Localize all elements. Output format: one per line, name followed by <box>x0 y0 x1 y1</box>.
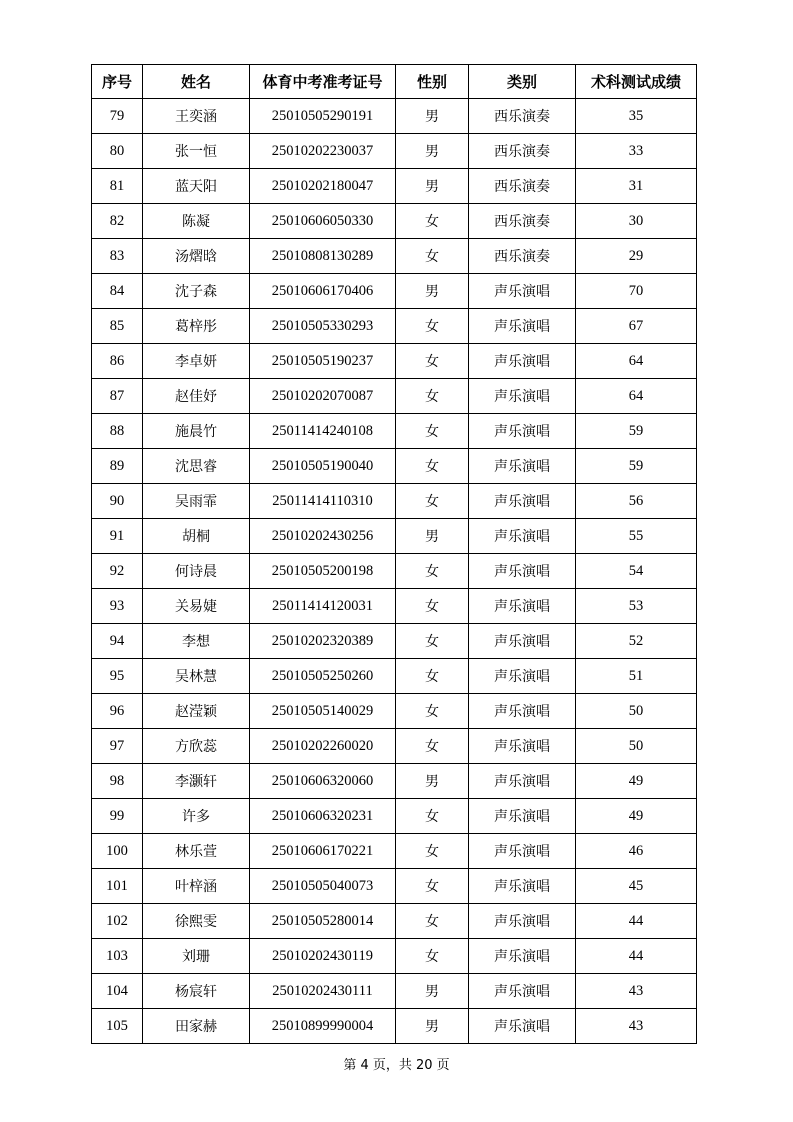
cell-gender: 女 <box>396 904 469 939</box>
table-row <box>92 659 697 694</box>
table-row <box>92 799 697 834</box>
cell-name: 许多 <box>143 799 250 834</box>
cell-gender: 女 <box>396 239 469 274</box>
cell-category: 西乐演奏 <box>469 204 576 239</box>
cell-seq: 100 <box>92 834 143 869</box>
cell-score: 64 <box>576 379 697 414</box>
table-row <box>92 1009 697 1044</box>
cell-seq: 79 <box>92 99 143 134</box>
cell-name: 关易婕 <box>143 589 250 624</box>
cell-gender: 女 <box>396 834 469 869</box>
cell-score: 54 <box>576 554 697 589</box>
cell-score: 44 <box>576 904 697 939</box>
cell-exam-id: 25010505190237 <box>250 344 396 379</box>
cell-category: 声乐演唱 <box>469 799 576 834</box>
cell-name: 李灏轩 <box>143 764 250 799</box>
cell-category: 声乐演唱 <box>469 414 576 449</box>
cell-seq: 90 <box>92 484 143 519</box>
cell-seq: 97 <box>92 729 143 764</box>
table-row <box>92 939 697 974</box>
page-footer: 第 4 页，共 20 页 <box>343 1058 450 1073</box>
cell-score: 31 <box>576 169 697 204</box>
table-row <box>92 554 697 589</box>
cell-exam-id: 25010505250260 <box>250 659 396 694</box>
cell-category: 声乐演唱 <box>469 659 576 694</box>
cell-exam-id: 25010202260020 <box>250 729 396 764</box>
cell-score: 55 <box>576 519 697 554</box>
cell-name: 陈凝 <box>143 204 250 239</box>
cell-exam-id: 25010202430256 <box>250 519 396 554</box>
cell-gender: 女 <box>396 344 469 379</box>
cell-seq: 85 <box>92 309 143 344</box>
header-gender: 性别 <box>396 65 469 99</box>
cell-gender: 男 <box>396 974 469 1009</box>
table-row <box>92 239 697 274</box>
cell-score: 50 <box>576 729 697 764</box>
cell-category: 声乐演唱 <box>469 379 576 414</box>
cell-gender: 男 <box>396 169 469 204</box>
cell-exam-id: 25010899990004 <box>250 1009 396 1044</box>
cell-seq: 105 <box>92 1009 143 1044</box>
cell-exam-id: 25010606170406 <box>250 274 396 309</box>
cell-score: 49 <box>576 764 697 799</box>
cell-name: 方欣蕊 <box>143 729 250 764</box>
cell-seq: 81 <box>92 169 143 204</box>
cell-name: 林乐萱 <box>143 834 250 869</box>
cell-seq: 99 <box>92 799 143 834</box>
cell-gender: 男 <box>396 134 469 169</box>
cell-gender: 女 <box>396 939 469 974</box>
cell-name: 赵滢颖 <box>143 694 250 729</box>
cell-score: 29 <box>576 239 697 274</box>
cell-exam-id: 25010202430119 <box>250 939 396 974</box>
cell-seq: 92 <box>92 554 143 589</box>
header-category: 类别 <box>469 65 576 99</box>
cell-name: 田家赫 <box>143 1009 250 1044</box>
cell-score: 51 <box>576 659 697 694</box>
cell-score: 49 <box>576 799 697 834</box>
cell-gender: 女 <box>396 694 469 729</box>
table-row <box>92 169 697 204</box>
cell-gender: 女 <box>396 309 469 344</box>
cell-exam-id: 25010505190040 <box>250 449 396 484</box>
cell-name: 蓝天阳 <box>143 169 250 204</box>
cell-gender: 女 <box>396 624 469 659</box>
table-row <box>92 694 697 729</box>
cell-category: 西乐演奏 <box>469 239 576 274</box>
cell-gender: 女 <box>396 414 469 449</box>
cell-exam-id: 25011414110310 <box>250 484 396 519</box>
cell-category: 声乐演唱 <box>469 834 576 869</box>
cell-score: 53 <box>576 589 697 624</box>
cell-score: 56 <box>576 484 697 519</box>
table-row <box>92 379 697 414</box>
cell-gender: 男 <box>396 519 469 554</box>
table-row <box>92 519 697 554</box>
cell-seq: 88 <box>92 414 143 449</box>
cell-exam-id: 25010808130289 <box>250 239 396 274</box>
table-row <box>92 974 697 1009</box>
cell-category: 声乐演唱 <box>469 624 576 659</box>
cell-name: 沈思睿 <box>143 449 250 484</box>
table-row <box>92 449 697 484</box>
cell-name: 胡桐 <box>143 519 250 554</box>
cell-gender: 女 <box>396 729 469 764</box>
cell-category: 声乐演唱 <box>469 1009 576 1044</box>
table-row <box>92 764 697 799</box>
cell-category: 声乐演唱 <box>469 729 576 764</box>
cell-gender: 男 <box>396 764 469 799</box>
cell-seq: 101 <box>92 869 143 904</box>
table-row <box>92 589 697 624</box>
cell-gender: 男 <box>396 274 469 309</box>
cell-seq: 91 <box>92 519 143 554</box>
cell-name: 李卓妍 <box>143 344 250 379</box>
cell-name: 叶梓涵 <box>143 869 250 904</box>
cell-score: 45 <box>576 869 697 904</box>
cell-gender: 女 <box>396 799 469 834</box>
table-row <box>92 414 697 449</box>
cell-score: 35 <box>576 99 697 134</box>
table-header-row <box>92 65 697 99</box>
cell-seq: 82 <box>92 204 143 239</box>
cell-score: 33 <box>576 134 697 169</box>
cell-name: 张一恒 <box>143 134 250 169</box>
cell-gender: 女 <box>396 379 469 414</box>
cell-score: 67 <box>576 309 697 344</box>
cell-name: 吴林慧 <box>143 659 250 694</box>
cell-seq: 102 <box>92 904 143 939</box>
cell-score: 46 <box>576 834 697 869</box>
cell-score: 52 <box>576 624 697 659</box>
cell-category: 声乐演唱 <box>469 484 576 519</box>
header-seq: 序号 <box>92 65 143 99</box>
cell-category: 声乐演唱 <box>469 904 576 939</box>
cell-seq: 80 <box>92 134 143 169</box>
table-row <box>92 484 697 519</box>
cell-exam-id: 25010202320389 <box>250 624 396 659</box>
cell-category: 西乐演奏 <box>469 99 576 134</box>
cell-category: 声乐演唱 <box>469 939 576 974</box>
table-row <box>92 624 697 659</box>
cell-category: 声乐演唱 <box>469 274 576 309</box>
cell-name: 何诗晨 <box>143 554 250 589</box>
table-row <box>92 204 697 239</box>
table-row <box>92 869 697 904</box>
table-row <box>92 309 697 344</box>
cell-name: 徐熙雯 <box>143 904 250 939</box>
header-score: 术科测试成绩 <box>576 65 697 99</box>
table-row <box>92 729 697 764</box>
cell-gender: 女 <box>396 449 469 484</box>
cell-exam-id: 25010202230037 <box>250 134 396 169</box>
cell-seq: 89 <box>92 449 143 484</box>
cell-exam-id: 25010606320060 <box>250 764 396 799</box>
cell-category: 声乐演唱 <box>469 694 576 729</box>
table-row <box>92 274 697 309</box>
cell-gender: 女 <box>396 554 469 589</box>
cell-gender: 女 <box>396 659 469 694</box>
table-row <box>92 99 697 134</box>
cell-score: 43 <box>576 1009 697 1044</box>
cell-name: 葛梓彤 <box>143 309 250 344</box>
cell-category: 声乐演唱 <box>469 589 576 624</box>
cell-exam-id: 25010202430111 <box>250 974 396 1009</box>
cell-category: 声乐演唱 <box>469 869 576 904</box>
cell-gender: 女 <box>396 484 469 519</box>
cell-exam-id: 25010505330293 <box>250 309 396 344</box>
cell-category: 声乐演唱 <box>469 974 576 1009</box>
cell-category: 西乐演奏 <box>469 169 576 204</box>
cell-seq: 94 <box>92 624 143 659</box>
cell-score: 59 <box>576 414 697 449</box>
cell-name: 李想 <box>143 624 250 659</box>
table-row <box>92 834 697 869</box>
cell-seq: 86 <box>92 344 143 379</box>
cell-seq: 103 <box>92 939 143 974</box>
cell-score: 50 <box>576 694 697 729</box>
header-exam-id: 体育中考准考证号 <box>250 65 396 99</box>
cell-gender: 女 <box>396 204 469 239</box>
cell-seq: 84 <box>92 274 143 309</box>
cell-seq: 95 <box>92 659 143 694</box>
cell-seq: 87 <box>92 379 143 414</box>
cell-category: 声乐演唱 <box>469 554 576 589</box>
cell-score: 64 <box>576 344 697 379</box>
cell-score: 44 <box>576 939 697 974</box>
cell-exam-id: 25011414120031 <box>250 589 396 624</box>
cell-name: 汤熠晗 <box>143 239 250 274</box>
cell-exam-id: 25010505040073 <box>250 869 396 904</box>
cell-gender: 男 <box>396 99 469 134</box>
cell-exam-id: 25010505200198 <box>250 554 396 589</box>
cell-name: 赵佳妤 <box>143 379 250 414</box>
cell-exam-id: 25010505280014 <box>250 904 396 939</box>
cell-exam-id: 25010202070087 <box>250 379 396 414</box>
cell-gender: 女 <box>396 869 469 904</box>
cell-category: 声乐演唱 <box>469 449 576 484</box>
cell-exam-id: 25010606170221 <box>250 834 396 869</box>
cell-exam-id: 25010505140029 <box>250 694 396 729</box>
table-row <box>92 904 697 939</box>
cell-seq: 98 <box>92 764 143 799</box>
cell-score: 70 <box>576 274 697 309</box>
cell-exam-id: 25010606320231 <box>250 799 396 834</box>
cell-seq: 83 <box>92 239 143 274</box>
cell-category: 西乐演奏 <box>469 134 576 169</box>
cell-exam-id: 25011414240108 <box>250 414 396 449</box>
cell-category: 声乐演唱 <box>469 344 576 379</box>
cell-gender: 男 <box>396 1009 469 1044</box>
cell-exam-id: 25010202180047 <box>250 169 396 204</box>
cell-name: 杨宸轩 <box>143 974 250 1009</box>
table-row <box>92 344 697 379</box>
cell-name: 沈子森 <box>143 274 250 309</box>
score-table <box>91 64 697 1044</box>
cell-gender: 女 <box>396 589 469 624</box>
cell-name: 王奕涵 <box>143 99 250 134</box>
cell-seq: 93 <box>92 589 143 624</box>
header-name: 姓名 <box>143 65 250 99</box>
cell-seq: 104 <box>92 974 143 1009</box>
cell-score: 59 <box>576 449 697 484</box>
cell-score: 43 <box>576 974 697 1009</box>
cell-name: 吴雨霏 <box>143 484 250 519</box>
cell-category: 声乐演唱 <box>469 764 576 799</box>
cell-category: 声乐演唱 <box>469 309 576 344</box>
cell-exam-id: 25010606050330 <box>250 204 396 239</box>
cell-seq: 96 <box>92 694 143 729</box>
cell-score: 30 <box>576 204 697 239</box>
cell-name: 刘珊 <box>143 939 250 974</box>
cell-exam-id: 25010505290191 <box>250 99 396 134</box>
cell-category: 声乐演唱 <box>469 519 576 554</box>
table-row <box>92 134 697 169</box>
table-body <box>92 99 697 1044</box>
cell-name: 施晨竹 <box>143 414 250 449</box>
